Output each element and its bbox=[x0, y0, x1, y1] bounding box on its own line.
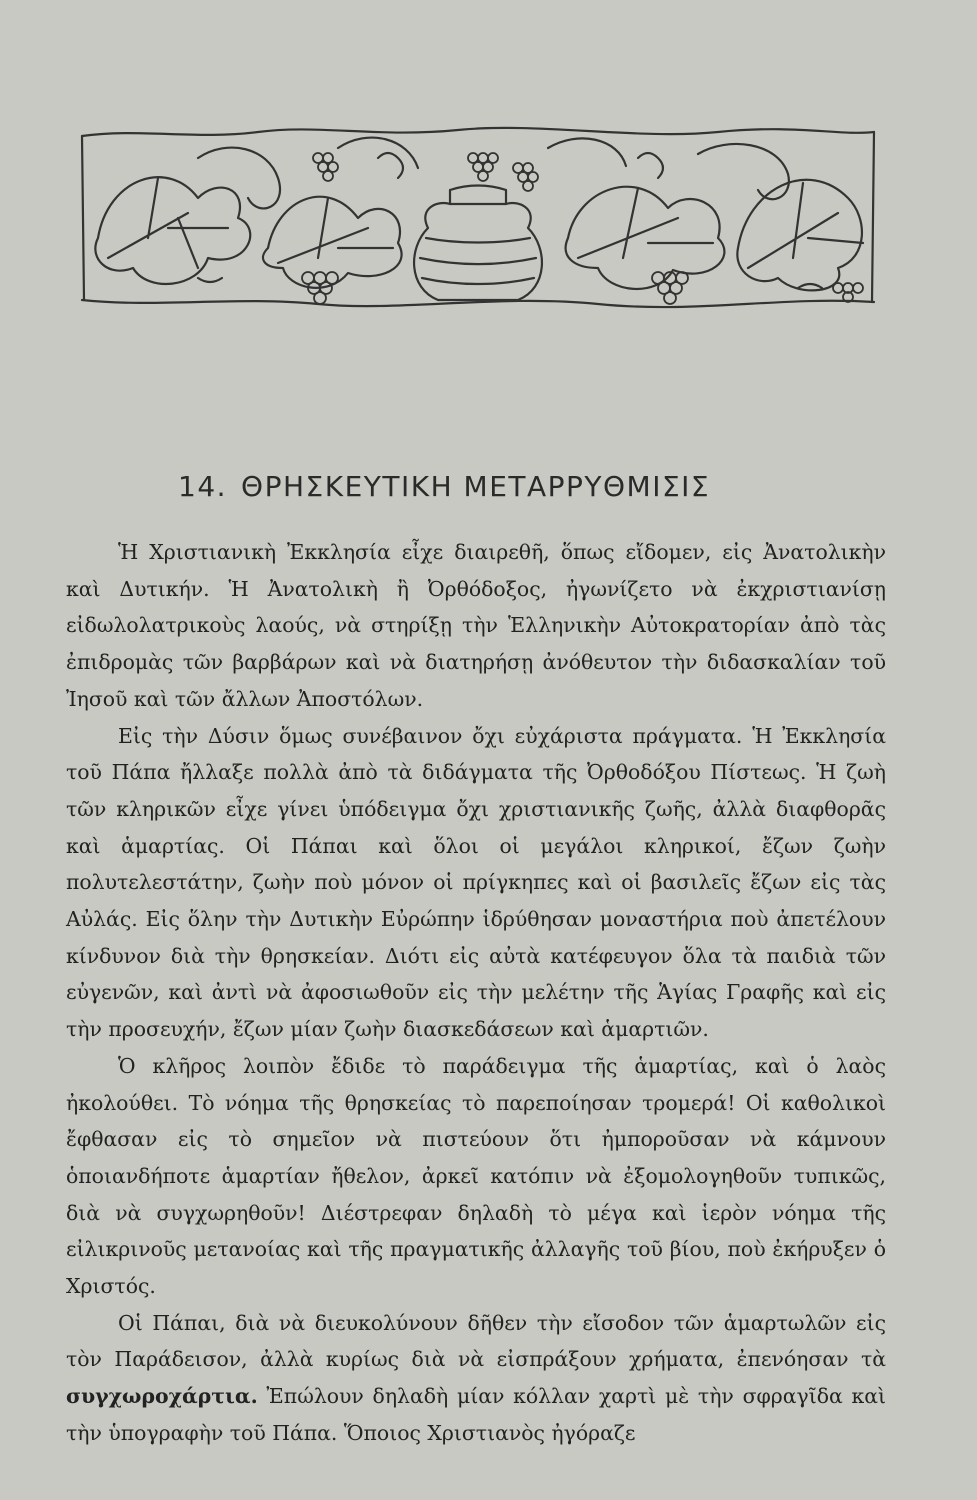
bold-term: συγχωροχάρτια. bbox=[66, 1384, 258, 1409]
paragraph-4 bbox=[66, 1305, 886, 1452]
chapter-heading bbox=[178, 470, 818, 503]
chapter-number: 14. bbox=[178, 470, 228, 503]
paragraph-3: Ὁ κλῆρος λοιπὸν ἔδιδε τὸ παράδειγμα τῆς ἁμαρτίας, καὶ ὁ λαὸς ἠκολούθει. Τὸ νόημα τῆς θρησκείας τὸ παρεποίησαν τρομερά! Οἱ καθολικοὶ ἔφθασαν εἰς τὸ σημεῖον νὰ πιστεύουν ὅτι ἠμποροῦσαν νὰ κάμνουν ὁποιανδήποτε ἁμαρτίαν ἤθελον, ἀρκεῖ κατόπιν νὰ ἐξομολογηθοῦν τυπικῶς, διὰ νὰ συγχωρηθοῦν! Διέστρεφαν δηλαδὴ τὸ μέγα καὶ ἱερὸν νόημα τῆς εἰλικρινοῦς μετανοίας καὶ τῆς πραγματικῆς ἀλλαγῆς τοῦ βίου, ποὺ ἐκήρυξεν ὁ Χριστός. bbox=[66, 1053, 886, 1299]
grapevine-vase-ornament-icon bbox=[78, 118, 878, 318]
paragraph-1: Ἡ Χριστιανικὴ Ἐκκλησία εἶχε διαιρεθῆ, ὅπως εἴδομεν, εἰς Ἀνατολικὴν καὶ Δυτικήν. Ἡ Ἀνατολικὴ ἢ Ὀρθόδοξος, ἠγωνίζετο νὰ ἐκχριστιανίσῃ εἰδωλολατρικοὺς λαούς, νὰ στηρίξῃ τὴν Ἑλληνικὴν Αὐτοκρατορίαν ἀπὸ τὰς ἐπιδρομὰς τῶν βαρβάρων καὶ νὰ διατηρήσῃ ἀνόθευτον τὴν διδασκαλίαν τοῦ Ἰησοῦ καὶ τῶν ἄλλων Ἀποστόλων. bbox=[66, 540, 886, 711]
chapter-title: ΘΡΗΣΚΕΥΤΙΚΗ ΜΕΤΑΡΡΥΘΜΙΣΙΣ bbox=[241, 470, 711, 503]
paragraph-4-end: Ἐπώλουν δηλαδὴ μίαν κόλλαν χαρτὶ μὲ τὴν σφραγῖδα καὶ τὴν ὑπογραφὴν τοῦ Πάπα. Ὅποιος Χριστιανὸς ἠγόραζε bbox=[66, 1384, 886, 1445]
paragraph-4-start: Οἱ Πάπαι, διὰ νὰ διευκολύνουν δῆθεν τὴν εἴσοδον τῶν ἁμαρτωλῶν εἰς τὸν Παράδεισον, ἀλλὰ κυρίως διὰ νὰ εἰσπράξουν χρήματα, ἐπενόησαν τὰ bbox=[66, 1310, 886, 1372]
paragraph-2: Εἰς τὴν Δύσιν ὅμως συνέβαινον ὄχι εὐχάριστα πράγματα. Ἡ Ἐκκλησία τοῦ Πάπα ἤλλαξε πολλὰ ἀπὸ τὰ διδάγματα τῆς Ὀρθοδόξου Πίστεως. Ἡ ζωὴ τῶν κληρικῶν εἶχε γίνει ὑπόδειγμα ὄχι χριστιανικῆς ζωῆς, ἀλλὰ διαφθορᾶς καὶ ἁμαρτίας. Οἱ Πάπαι καὶ ὅλοι οἱ μεγάλοι κληρικοί, ἔζων ζωὴν πολυτελεστάτην, ζωὴν ποὺ μόνον οἱ πρίγκηπες καὶ οἱ βασιλεῖς ἔζων εἰς τὰς Αὐλάς. Εἰς ὅλην τὴν Δυτικὴν Εὐρώπην ἱδρύθησαν μοναστήρια ποὺ ἀπετέλουν κίνδυνον διὰ τὴν θρησκείαν. Διότι εἰς αὐτὰ κατέφευγον ὅλα τὰ παιδιὰ τῶν εὐγενῶν, καὶ ἀντὶ νὰ ἀφοσιωθοῦν εἰς τὴν μελέτην τῆς Ἁγίας Γραφῆς καὶ εἰς τὴν προσευχήν, ἔζων μίαν ζωὴν διασκεδάσεων καὶ ἁμαρτιῶν. bbox=[66, 723, 886, 1042]
body-text bbox=[66, 534, 886, 1452]
